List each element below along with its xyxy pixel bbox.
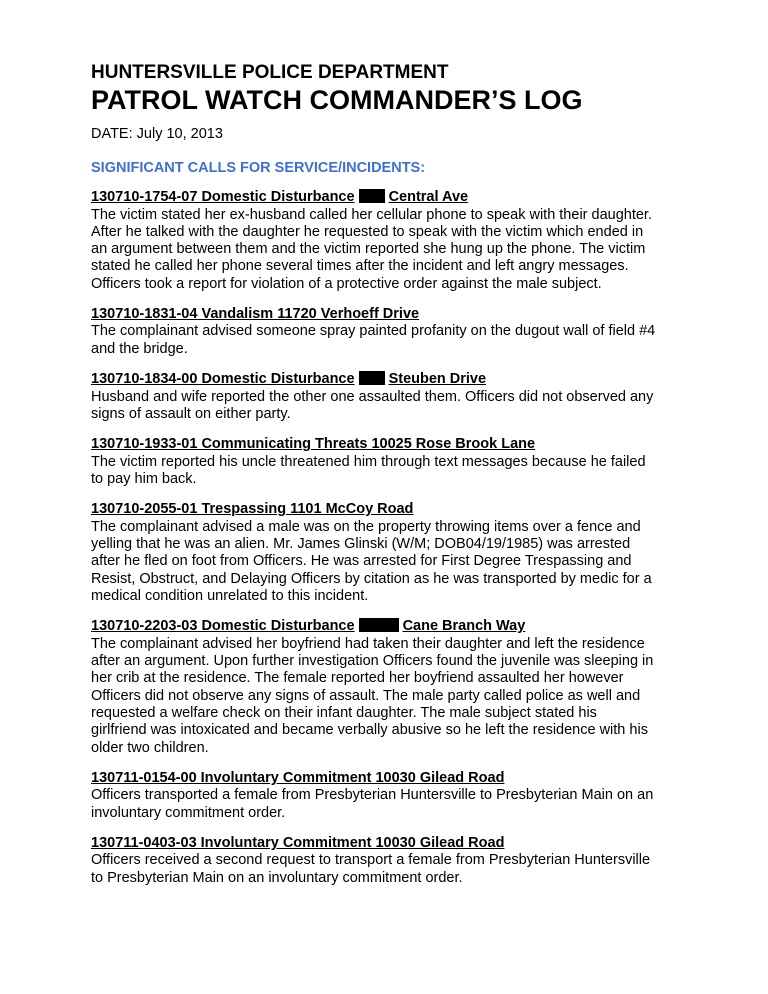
redaction-bar xyxy=(359,371,385,385)
narrative-line: The complainant advised someone spray painted profanity on the dugout wall of field #4 xyxy=(91,323,656,340)
narrative-line: and the bridge. xyxy=(91,340,188,357)
narrative-line: signs of assault on either party. xyxy=(91,405,291,422)
page-title: PATROL WATCH COMMANDER’S LOG xyxy=(91,85,583,115)
incident-entry xyxy=(91,770,691,822)
incident-narrative xyxy=(91,389,691,424)
narrative-line: yelling that he was an alien. Mr. James Glinski (W/M; DOB04/19/1985) was arrested xyxy=(91,536,631,553)
incident-list xyxy=(91,189,691,887)
incident-id-type: 130710-1834-00 Domestic Disturbance xyxy=(91,371,355,388)
incident-id-type: 130711-0154-00 Involuntary Commitment 10030 Gilead Road xyxy=(91,769,505,786)
incident-heading xyxy=(91,436,691,454)
redaction-bar xyxy=(359,189,385,203)
incident-narrative xyxy=(91,519,691,605)
incident-id-type: 130710-2203-03 Domestic Disturbance xyxy=(91,618,355,635)
incident-id-type: 130710-2055-01 Trespassing 1101 McCoy Road xyxy=(91,501,414,518)
narrative-line: requested a welfare check on their infant daughter. The male subject stated his xyxy=(91,704,597,721)
narrative-line: Officers received a second request to transport a female from Presbyterian Huntersville xyxy=(91,852,651,869)
incident-narrative xyxy=(91,207,691,293)
narrative-line: The victim reported his uncle threatened him through text messages because he failed xyxy=(91,453,646,470)
incident-id-type: 130710-1933-01 Communicating Threats 10025 Rose Brook Lane xyxy=(91,436,536,453)
incident-narrative xyxy=(91,787,691,822)
department-name: HUNTERSVILLE POLICE DEPARTMENT xyxy=(91,62,449,83)
incident-entry xyxy=(91,371,691,423)
incident-heading xyxy=(91,618,691,636)
incident-heading xyxy=(91,501,691,519)
incident-narrative xyxy=(91,852,691,887)
incident-heading xyxy=(91,835,691,853)
log-date: DATE: July 10, 2013 xyxy=(91,126,223,142)
narrative-line: The complainant advised a male was on the property throwing items over a fence and xyxy=(91,518,641,535)
narrative-line: stated he called her phone several times after the incident and left angry messages. xyxy=(91,258,629,275)
narrative-line: after he fled on foot from Officers. He was arrested for First Degree Trespassing and xyxy=(91,553,632,570)
incident-heading xyxy=(91,306,691,324)
log-document xyxy=(91,62,691,900)
incident-id-type: 130710-1754-07 Domestic Disturbance xyxy=(91,189,355,205)
narrative-line: her crib at the residence. The female reported her boyfriend assaulted her however xyxy=(91,670,624,687)
incident-entry xyxy=(91,618,691,757)
narrative-line: Resist, Obstruct, and Delaying Officers by citation as he was transported by medic for a xyxy=(91,570,652,587)
incident-entry xyxy=(91,306,691,358)
narrative-line: The complainant advised her boyfriend had taken their daughter and left the residence xyxy=(91,635,645,652)
narrative-line: to Presbyterian Main on an involuntary commitment order. xyxy=(91,869,463,886)
incident-narrative xyxy=(91,454,691,489)
narrative-line: Officers did not observe any signs of assault. The male party called police as well and xyxy=(91,687,641,704)
narrative-line: Husband and wife reported the other one assaulted them. Officers did not observed any xyxy=(91,388,654,405)
narrative-line: to pay him back. xyxy=(91,470,197,487)
section-heading: SIGNIFICANT CALLS FOR SERVICE/INCIDENTS: xyxy=(91,160,426,176)
incident-heading xyxy=(91,189,691,207)
narrative-line: Officers took a report for violation of a protective order against the male subject. xyxy=(91,275,602,292)
narrative-line: girlfriend was intoxicated and became verbally abusive so he left the residence with his xyxy=(91,722,648,739)
narrative-line: involuntary commitment order. xyxy=(91,804,286,821)
incident-id-type: 130710-1831-04 Vandalism 11720 Verhoeff Drive xyxy=(91,305,420,322)
incident-location: Central Ave xyxy=(388,189,469,205)
narrative-line: medical condition unrelated to this incident. xyxy=(91,587,369,604)
incident-entry xyxy=(91,436,691,488)
incident-location: Cane Branch Way xyxy=(402,618,526,635)
narrative-line: After he talked with the daughter he requested to speak with the victim which ended in xyxy=(91,223,644,240)
narrative-line: after an argument. Upon further investigation Officers found the juvenile was sleeping in xyxy=(91,653,654,670)
narrative-line: The victim stated her ex-husband called her cellular phone to speak with their daughter. xyxy=(91,206,652,223)
incident-location: Steuben Drive xyxy=(388,371,487,388)
incident-heading xyxy=(91,770,691,788)
incident-entry xyxy=(91,501,691,605)
incident-heading xyxy=(91,371,691,389)
incident-narrative xyxy=(91,323,691,358)
redaction-bar xyxy=(359,618,399,632)
narrative-line: older two children. xyxy=(91,739,209,756)
incident-id-type: 130711-0403-03 Involuntary Commitment 10030 Gilead Road xyxy=(91,834,505,851)
incident-narrative xyxy=(91,636,691,757)
narrative-line: Officers transported a female from Presbyterian Huntersville to Presbyterian Main on an xyxy=(91,787,654,804)
incident-entry xyxy=(91,189,691,293)
incident-entry xyxy=(91,835,691,887)
narrative-line: an argument between them and the victim reported she hung up the phone. The victim xyxy=(91,241,646,258)
